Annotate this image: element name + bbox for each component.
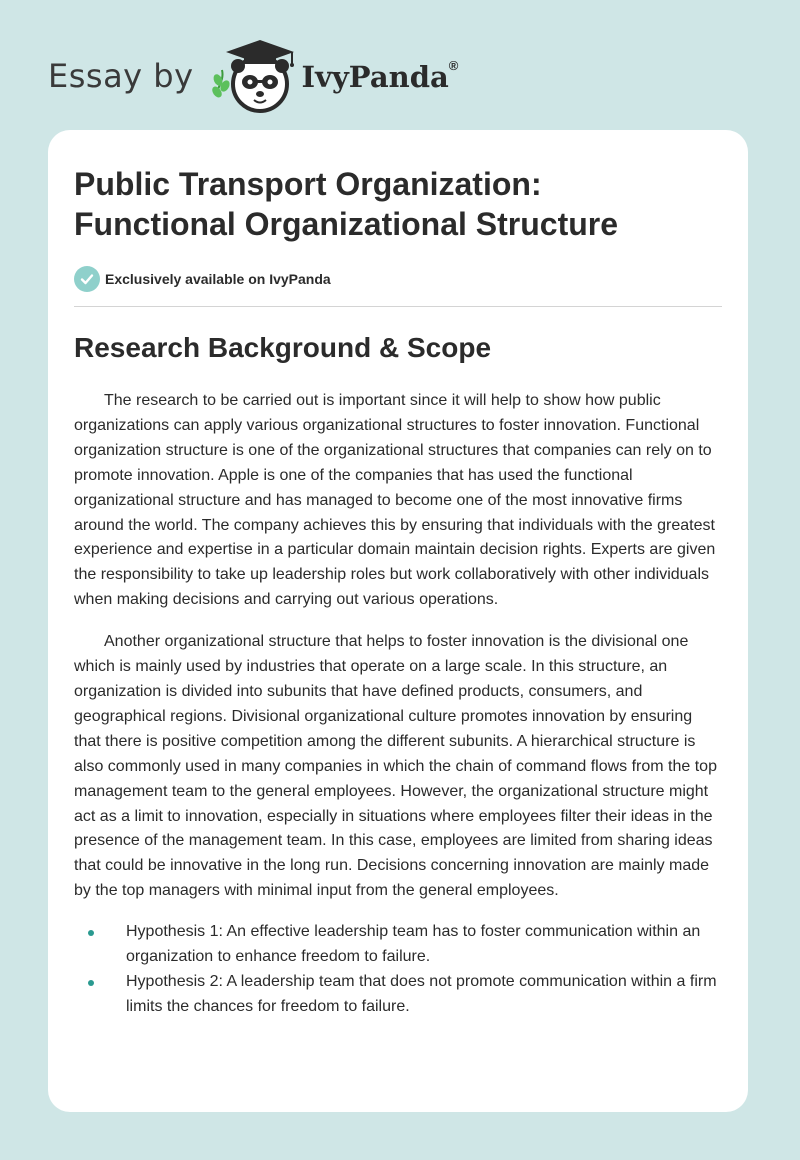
brand-name [302,60,459,94]
hypothesis-text: Hypothesis 1: An effective leadership team has to foster communication within an organization to enhance freedom to failure. [126,923,701,966]
list-item [74,970,722,1020]
essay-card [48,130,748,1112]
exclusive-badge [74,265,722,293]
essay-by-label: Essay by [48,57,194,95]
title-divider [74,306,722,307]
section-heading: Research Background & Scope [74,332,492,363]
bullet-icon [88,930,94,936]
essay-title-line-1: Public Transport Organization: [74,166,542,202]
panda-logo-icon[interactable] [208,34,300,114]
bullet-icon [88,980,94,986]
check-icon [74,266,100,292]
hypotheses-list [74,920,722,1020]
registered-mark: ® [448,58,459,74]
list-item [74,920,722,970]
essay-title [74,164,722,244]
site-header [48,34,458,114]
essay-title-line-2: Functional Organizational Structure [74,206,619,242]
exclusive-badge-text: Exclusively available on IvyPanda [105,271,331,287]
body-paragraph: The research to be carried out is important since it will help to show how public organizations can apply various organizational structures to foster innovation. Functional organization structure is one of the organizational structures that companies can rely on to promote innovation. Apple is one of the companies that has used the functional organizational structure and has managed to become one of the most innovative firms around the world. The company achieves this by ensuring that individuals with the greatest experience and expertise in a particular domain maintain decision rights. Experts are given the responsibility to take up leadership roles but work collaboratively with other individuals when making decisions and carrying out various operations. [74,392,716,609]
body-paragraph: Another organizational structure that helps to foster innovation is the divisional one which is mainly used by industries that operate on a large scale. In this structure, an organization is divided into subunits that have defined products, consumers, and geographical regions. Divisional organizational culture promotes innovation by ensuring that there is positive competition among the different subunits. A hierarchical structure is also commonly used in many companies in which the chain of command flows from the top management team to the general employees. However, the organizational structure might act as a limit to innovation, especially in situations where employees filter their ideas in the presence of the management team. In this case, employees are limited from sharing ideas that could be innovative in the long run. Decisions concerning innovation are mainly made by the top managers with minimal input from the general employees. [74,633,717,900]
hypothesis-text: Hypothesis 2: A leadership team that does not promote communication within a firm limits the chances for freedom to failure. [126,972,717,1015]
brand-name-text: IvyPanda [301,60,449,94]
